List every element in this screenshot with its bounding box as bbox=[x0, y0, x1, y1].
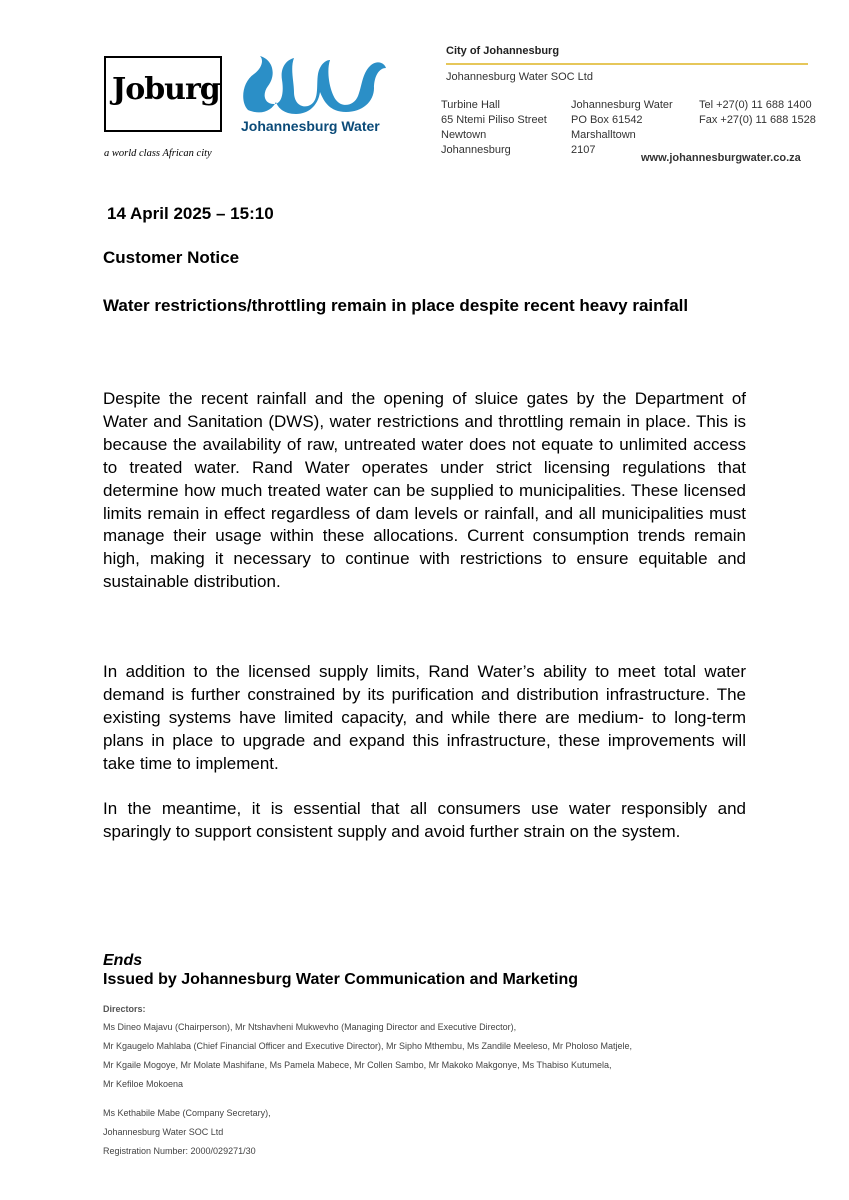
contact-numbers bbox=[699, 98, 816, 128]
address-line: 2107 bbox=[571, 144, 596, 156]
johannesburg-water-logo bbox=[238, 52, 398, 142]
directors-line: Mr Kefiloe Mokoena bbox=[103, 1079, 184, 1089]
address-line: Johannesburg bbox=[441, 144, 511, 156]
address-line: PO Box 61542 bbox=[571, 114, 643, 126]
secretary-line: Johannesburg Water SOC Ltd bbox=[103, 1127, 224, 1137]
ends-marker: Ends bbox=[103, 952, 143, 969]
joburg-tagline: a world class African city bbox=[104, 148, 212, 159]
jw-logo-name: Johannesburg Water bbox=[241, 118, 380, 134]
paragraph: In addition to the licensed supply limits, Rand Water’s ability to meet total water demand is further constrained by its purification and distribution infrastructure. The existing systems have limited capacity, and while there are medium- to long-term plans in place to upgrade and expand this infrastructure, these improvements will take time to implement. bbox=[103, 662, 746, 773]
notice-date: 14 April 2025 – 15:10 bbox=[107, 204, 274, 223]
street-address bbox=[441, 98, 547, 158]
address-line: Turbine Hall bbox=[441, 99, 500, 111]
paragraph: In the meantime, it is essential that all consumers use water responsibly and sparingly to support consistent supply and avoid further strain on the system. bbox=[103, 799, 746, 841]
address-line: Newtown bbox=[441, 129, 487, 141]
directors-label: Directors: bbox=[103, 1004, 146, 1014]
directors-line: Mr Kgaugelo Mahlaba (Chief Financial Officer and Executive Director), Mr Sipho Mthembu, Ms Zandile Meeleso, Mr Pholoso Matjele, bbox=[103, 1041, 633, 1051]
telephone: Tel +27(0) 11 688 1400 bbox=[699, 99, 812, 111]
company-name: Johannesburg Water SOC Ltd bbox=[446, 71, 593, 83]
notice-type: Customer Notice bbox=[103, 248, 240, 267]
header-divider bbox=[446, 63, 808, 65]
address-line: 65 Ntemi Piliso Street bbox=[441, 114, 547, 126]
directors-list bbox=[103, 1018, 632, 1094]
directors-line: Mr Kgaile Mogoye, Mr Molate Mashifane, Ms Pamela Mabece, Mr Collen Sambo, Mr Makoko Makgonye, Ms Thabiso Kutumela, bbox=[103, 1060, 612, 1070]
directors-line: Ms Dineo Majavu (Chairperson), Mr Ntshavheni Mukwevho (Managing Director and Executive Director), bbox=[103, 1022, 517, 1032]
website-link[interactable]: www.johannesburgwater.co.za bbox=[641, 152, 801, 164]
postal-address bbox=[571, 98, 673, 158]
issued-by: Issued by Johannesburg Water Communication and Marketing bbox=[103, 971, 579, 988]
paragraph: Despite the recent rainfall and the opening of sluice gates by the Department of Water and Sanitation (DWS), water restrictions and throttling remain in place. This is because the availability of raw, untreated water does not equate to unlimited access to treated water. Rand Water operates under strict licensing regulations that determine how much treated water can be supplied to municipalities. These licensed limits remain in effect regardless of dam levels or rainfall, and all municipalities must manage their usage within these allocations. Current consumption trends remain high, making it necessary to continue with restrictions to ensure equitable and sustainable distribution. bbox=[103, 389, 746, 592]
company-secretary bbox=[103, 1104, 271, 1161]
address-line: Marshalltown bbox=[571, 129, 636, 141]
address-line: Johannesburg Water bbox=[571, 99, 673, 111]
registration-number: Registration Number: 2000/029271/30 bbox=[103, 1146, 256, 1156]
joburg-logo bbox=[104, 42, 224, 162]
water-wave-icon bbox=[238, 52, 398, 118]
city-name: City of Johannesburg bbox=[446, 45, 560, 57]
notice-headline: Water restrictions/throttling remain in place despite recent heavy rainfall bbox=[103, 296, 689, 315]
joburg-logo-word: Joburg bbox=[112, 72, 220, 107]
fax: Fax +27(0) 11 688 1528 bbox=[699, 114, 816, 126]
secretary-line: Ms Kethabile Mabe (Company Secretary), bbox=[103, 1108, 271, 1118]
